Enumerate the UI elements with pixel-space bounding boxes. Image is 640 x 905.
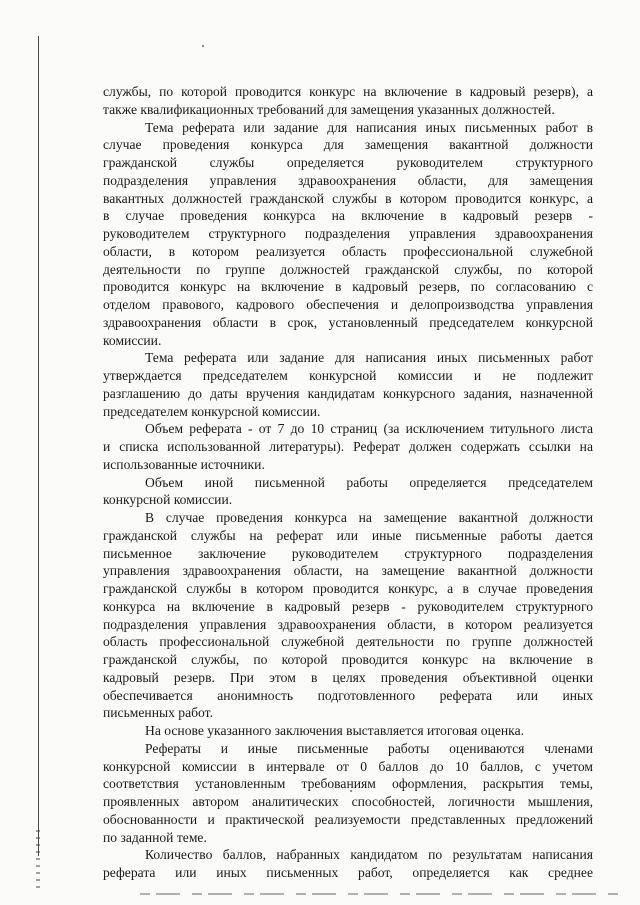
document-line: Рефераты и иные письменные работы оцениваются членами	[145, 740, 593, 756]
document-line: использованные источники.	[103, 456, 265, 472]
document-line: проявленных автором аналитических способностей, логичности мышления,	[103, 794, 593, 809]
document-line: утверждается председателем конкурсной комиссии и не подлежит	[103, 368, 593, 383]
document-line: Тема реферата или задание для написания иных письменных работ в	[145, 119, 593, 135]
scan-artifact-bottom	[140, 893, 620, 895]
document-line: разглашению до даты вручения кандидатам конкурсного задания, назначенной	[103, 385, 593, 401]
document-line: подразделения управления здравоохранения области, для замещения	[103, 172, 593, 188]
document-line: письменных работ.	[103, 705, 213, 721]
document-line: также квалификационных требований для замещения указанных должностей.	[103, 101, 555, 117]
document-line: соответствия установленным требованиям оформления, раскрытия темы,	[103, 776, 593, 792]
document-line: и списка использованной литературы). Реферат должен содержать ссылки на	[103, 439, 593, 454]
document-line: кадровый резерв. При этом в целях проведения объективной оценки	[103, 669, 593, 685]
document-line: Объем иной письменной работы определяется председателем	[145, 474, 593, 490]
document-line: отделом правового, кадрового обеспечения и делопроизводства управления	[103, 297, 593, 312]
document-line: конкурса на включение в кадровый резерв - руководителем структурного	[103, 598, 593, 614]
document-line: подразделения управления здравоохранения области, в котором реализуется	[103, 616, 593, 632]
document-body	[103, 83, 593, 882]
document-line: председателем конкурсной комиссии.	[103, 403, 321, 419]
document-line: руководителем структурного подразделения управления здравоохранения	[103, 226, 593, 241]
document-line: проводится конкурс на включение в кадровый резерв, по согласованию с	[103, 279, 593, 295]
document-line: службы, по которой проводится конкурс на включение в кадровый резерв), а	[103, 84, 593, 99]
document-line: Количество баллов, набранных кандидатом по результатам написания	[145, 847, 593, 863]
document-line: гражданской службы определяется руководителем структурного	[103, 155, 593, 170]
document-line: реферата или иных письменных работ, определяется как среднее	[103, 865, 593, 880]
document-line: На основе указанного заключения выставляется итоговая оценка.	[145, 723, 524, 738]
document-line: области, в котором реализуется область профессиональной служебной	[103, 243, 593, 259]
document-line: гражданской службы на реферат или иные письменные работы дается	[103, 527, 593, 543]
document-line: по заданной теме.	[103, 829, 207, 845]
scan-speck	[202, 45, 204, 47]
document-line: В случае проведения конкурса на замещение вакантной должности	[145, 510, 593, 525]
document-line: конкурсной комиссии.	[103, 492, 233, 508]
document-line: область профессиональной служебной деятельности по группе должностей	[103, 634, 593, 650]
document-line: Тема реферата или задание для написания иных письменных работ	[145, 350, 593, 366]
document-line: комиссии.	[103, 332, 162, 348]
document-line: случае проведения конкурса для замещения вакантной должности	[103, 137, 593, 153]
document-line: гражданской службы в котором проводится конкурс, а в случае проведения	[103, 581, 593, 596]
document-line: в случае проведения конкурса на включение в кадровый резерв -	[103, 208, 593, 224]
document-line: Объем реферата - от 7 до 10 страниц (за исключением титульного листа	[145, 421, 593, 437]
document-line: здравоохранения области в срок, установленный председателем конкурсной	[103, 314, 593, 330]
document-line: обоснованности и практической реализуемости представленных предложений	[103, 811, 593, 827]
document-line: конкурсной комиссии в интервале от 0 баллов до 10 баллов, с учетом	[103, 758, 593, 774]
document-line: гражданской службы, по которой проводится конкурс на включение в	[103, 652, 593, 667]
page-left-edge	[38, 36, 39, 856]
document-line: управления здравоохранения области, на замещение вакантной должности	[103, 563, 593, 579]
document-line: деятельности по группе должностей гражданской службы, по которой	[103, 261, 593, 277]
document-line: вакантных должностей гражданской службы в котором проводится конкурс, а	[103, 190, 593, 206]
scan-artifact	[36, 830, 40, 890]
document-line: обеспечивается анонимность подготовленного реферата или иных	[103, 687, 593, 703]
document-line: письменное заключение руководителем структурного подразделения	[103, 545, 593, 561]
